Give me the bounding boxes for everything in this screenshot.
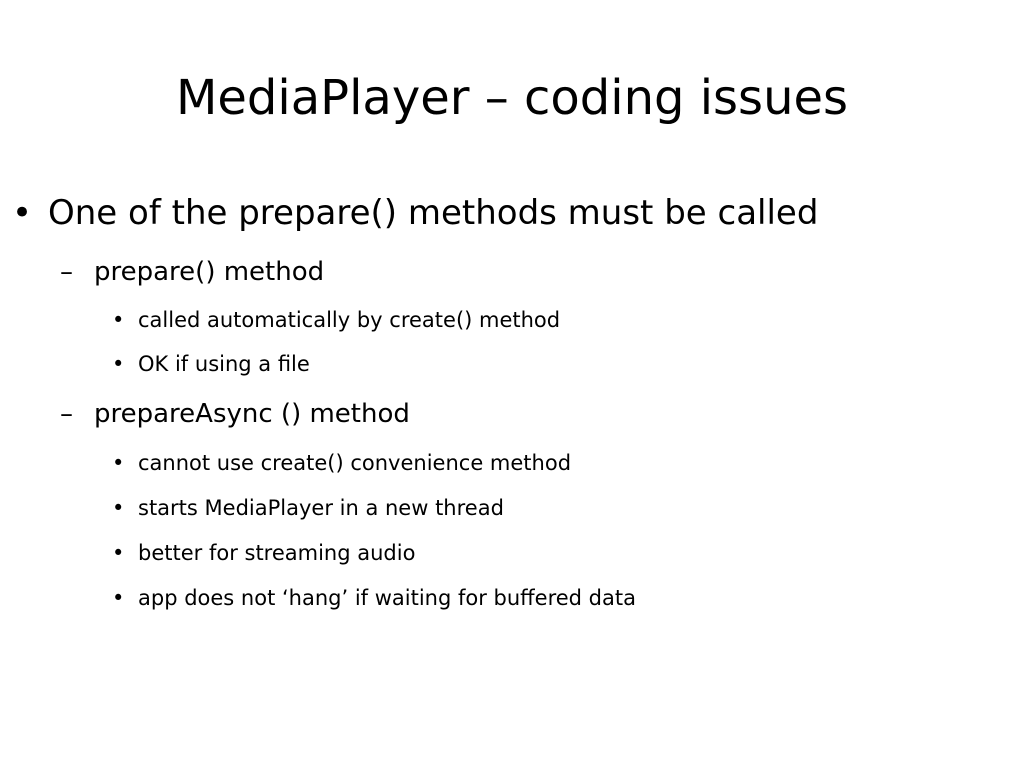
bullet-l3: • [112,586,125,610]
bullet-text-l3: app does not ‘hang’ if waiting for buffered data [138,586,636,610]
dash-l2: – [60,399,73,429]
slide-title: MediaPlayer – coding issues [175,70,849,126]
bullet-text-l3: cannot use create() convenience method [138,451,572,475]
bullet-text-l3: called automatically by create() method [138,308,561,332]
bullet-text-l3: better for streaming audio [138,541,416,565]
bullet-l3: • [112,496,125,520]
bullet-l3: • [112,308,125,332]
bullet-l3: • [112,451,125,475]
bullet-text-l2: prepare() method [94,257,325,287]
bullet-l1: • [12,193,33,233]
bullet-l3: • [112,541,125,565]
dash-l2: – [60,257,73,287]
bullet-text-l3: OK if using a file [138,352,310,376]
bullet-text-l2: prepareAsync () method [94,399,410,429]
bullet-text-l3: starts MediaPlayer in a new thread [138,496,504,520]
bullet-text-l1: One of the prepare() methods must be called [48,193,819,233]
bullet-l3: • [112,352,125,376]
